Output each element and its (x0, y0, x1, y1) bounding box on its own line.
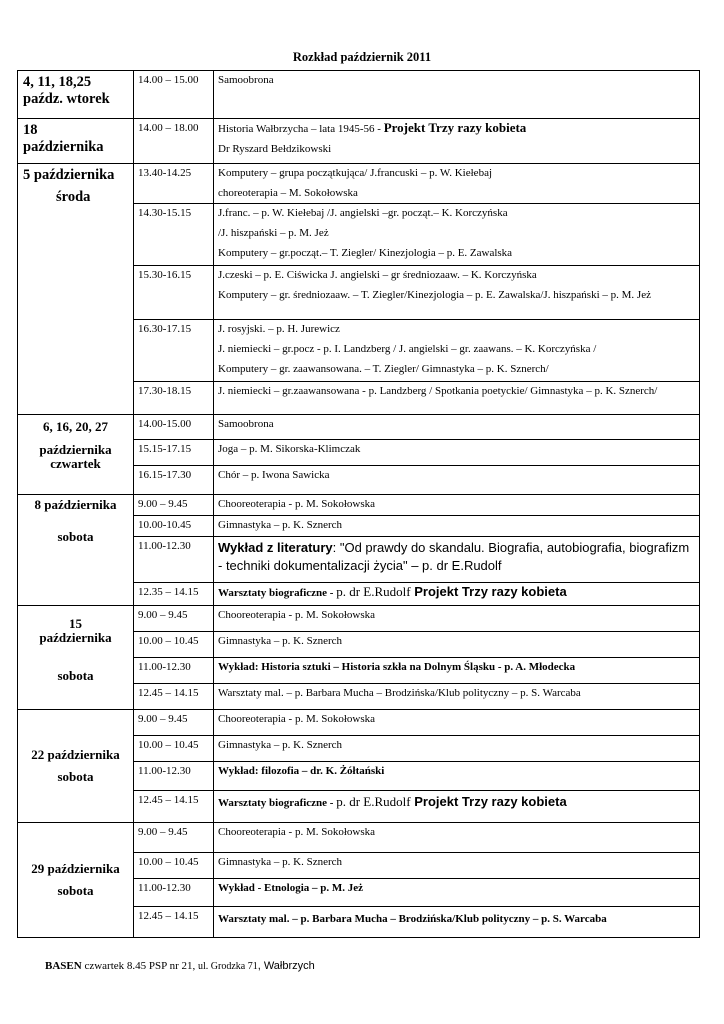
time-cell: 12.45 – 14.15 (134, 684, 214, 710)
time-cell: 9.00 – 9.45 (134, 606, 214, 632)
date-cell (18, 710, 134, 823)
time-cell: 12.35 – 14.15 (134, 583, 214, 606)
date-cell (18, 164, 134, 415)
project-label: Projekt Trzy razy kobieta (410, 794, 567, 809)
date-line: czwartek (50, 456, 101, 471)
table-row (18, 71, 700, 119)
activity-cell: Chooreoterapia - p. M. Sokołowska (214, 606, 700, 632)
schedule-table (17, 70, 700, 938)
date-cell (18, 495, 134, 606)
time-cell: 16.30-17.15 (134, 320, 214, 382)
time-cell: 9.00 – 9.45 (134, 495, 214, 516)
time-cell: 14.30-15.15 (134, 204, 214, 266)
activity-cell: Chór – p. Iwona Sawicka (214, 466, 700, 495)
activity-cell (214, 791, 700, 823)
activity-cell: Wykład - Etnologia – p. M. Jeż (214, 879, 700, 907)
footer-note (45, 960, 315, 972)
page-title: Rozkład październik 2011 (292, 50, 432, 64)
activity-cell (214, 164, 700, 204)
time-cell: 11.00-12.30 (134, 762, 214, 791)
date-line: 4, 11, 18,25 (23, 74, 92, 90)
table-row (18, 495, 700, 516)
activity-cell (214, 537, 700, 583)
date-line: 15 (69, 616, 82, 631)
activity-text: J.franc. – p. W. Kiełebaj /J. angielski –gr. począt.– K. Korczyńska (218, 207, 508, 219)
project-label: Projekt Trzy razy kobieta (410, 584, 567, 599)
activity-text: J.czeski – p. E. Ciświcka J. angielski – gr średniozaaw. – K. Korczyńska (218, 269, 537, 281)
time-cell: 10.00 – 10.45 (134, 853, 214, 879)
date-line: października (39, 630, 112, 645)
activity-text: choreoterapia – M. Sokołowska (218, 187, 358, 199)
date-line: sobota (57, 668, 94, 683)
activity-cell: Warsztaty mal. – p. Barbara Mucha – Brodzińska/Klub polityczny – p. S. Warcaba (214, 907, 700, 938)
date-line: 5 października (23, 167, 115, 183)
date-line: 29 października (31, 861, 120, 876)
activity-cell: Chooreoterapia - p. M. Sokołowska (214, 823, 700, 853)
activity-cell: Samoobrona (214, 415, 700, 440)
activity-cell: Chooreoterapia - p. M. Sokołowska (214, 495, 700, 516)
time-cell: 10.00-10.45 (134, 516, 214, 537)
time-cell: 13.40-14.25 (134, 164, 214, 204)
date-line: sobota (57, 883, 94, 898)
date-cell (18, 119, 134, 164)
time-cell: 12.45 – 14.15 (134, 791, 214, 823)
activity-text: Komputery – gr.począt.– T. Ziegler/ Kinezjologia – p. E. Zawalska (218, 247, 513, 259)
time-cell: 10.00 – 10.45 (134, 736, 214, 762)
time-cell: 14.00-15.00 (134, 415, 214, 440)
activity-text: p. dr E.Rudolf (336, 584, 411, 599)
table-row (18, 823, 700, 853)
activity-text: p. dr E.Rudolf (336, 794, 411, 809)
time-cell: 15.15-17.15 (134, 440, 214, 466)
table-row (18, 606, 700, 632)
activity-text: : "Od prawdy do skandalu. Biografia, autobiografia, biografizm - techniki dokumentalizacji życia" – p. dr E.Rudolf (218, 540, 690, 573)
time-cell: 11.00-12.30 (134, 658, 214, 684)
activity-text: Komputery – gr. średniozaaw. – T. Ziegler/Kinezjologia – p. E. Zawalska/J. hiszpański – p. M. Jeż (218, 289, 651, 301)
date-line: paźdz. wtorek (23, 91, 110, 107)
activity-cell: Warsztaty mal. – p. Barbara Mucha – Brodzińska/Klub polityczny – p. S. Warcaba (214, 684, 700, 710)
time-cell: 15.30-16.15 (134, 266, 214, 320)
footer-label: BASEN (45, 960, 82, 972)
time-cell: 14.00 – 15.00 (134, 71, 214, 119)
activity-cell (214, 119, 700, 164)
table-row (18, 710, 700, 736)
activity-text: J. rosyjski. – p. H. Jurewicz (218, 323, 340, 335)
activity-cell: Wykład: filozofia – dr. K. Żółtański (214, 762, 700, 791)
activity-cell (214, 266, 700, 320)
activity-text: J. niemiecki – gr.pocz - p. I. Landzberg / J. angielski – gr. zaawans. – K. Korczyńska / (218, 343, 597, 355)
date-line: października (39, 442, 112, 457)
time-cell: 17.30-18.15 (134, 382, 214, 415)
activity-cell (214, 320, 700, 382)
date-line: 22 października (31, 747, 120, 762)
footer-address: ul. Grodzka 71 (198, 961, 258, 972)
date-cell (18, 823, 134, 938)
time-cell: 10.00 – 10.45 (134, 632, 214, 658)
time-cell: 9.00 – 9.45 (134, 710, 214, 736)
table-row (18, 415, 700, 440)
time-cell: 11.00-12.30 (134, 879, 214, 907)
time-cell: 11.00-12.30 (134, 537, 214, 583)
workshop-label: Warsztaty biograficzne - (218, 587, 337, 599)
footer-text: czwartek 8.45 PSP nr 21, (81, 960, 198, 972)
footer-city: , Wałbrzych (257, 960, 315, 972)
activity-cell: Wykład: Historia sztuki – Historia szkła na Dolnym Śląsku - p. A. Młodecka (214, 658, 700, 684)
activity-cell: Gimnastyka – p. K. Sznerch (214, 516, 700, 537)
date-line: 8 października (34, 497, 117, 512)
activity-text: Dr Ryszard Bełdzikowski (218, 143, 332, 155)
time-cell: 16.15-17.30 (134, 466, 214, 495)
activity-text: Historia Wałbrzycha – lata 1945-56 - (218, 123, 384, 135)
activity-cell: Gimnastyka – p. K. Sznerch (214, 853, 700, 879)
activity-cell: Samoobrona (214, 71, 700, 119)
activity-cell: J. niemiecki – gr.zaawansowana - p. Landzberg / Spotkania poetyckie/ Gimnastyka – p. K. Sznerch/ (214, 382, 700, 415)
date-cell (18, 71, 134, 119)
table-row (18, 119, 700, 164)
time-cell: 12.45 – 14.15 (134, 907, 214, 938)
date-line: sobota (57, 529, 94, 544)
activity-cell: Gimnastyka – p. K. Sznerch (214, 632, 700, 658)
date-line: środa (56, 189, 91, 205)
activity-cell: Gimnastyka – p. K. Sznerch (214, 736, 700, 762)
activity-cell (214, 204, 700, 266)
date-line: 6, 16, 20, 27 (43, 419, 108, 434)
workshop-label: Warsztaty biograficzne - (218, 797, 337, 809)
date-line: 18 (23, 122, 38, 138)
date-cell (18, 606, 134, 710)
time-cell: 14.00 – 18.00 (134, 119, 214, 164)
activity-text: Komputery – grupa początkująca/ J.francuski – p. W. Kiełebaj (218, 167, 493, 179)
date-cell (18, 415, 134, 495)
activity-cell: Chooreoterapia - p. M. Sokołowska (214, 710, 700, 736)
activity-cell: Joga – p. M. Sikorska-Klimczak (214, 440, 700, 466)
time-cell: 9.00 – 9.45 (134, 823, 214, 853)
date-line: października (23, 139, 104, 155)
activity-text: Komputery – gr. zaawansowana. – T. Ziegler/ Gimnastyka – p. K. Sznerch/ (218, 363, 549, 375)
project-label: Projekt Trzy razy kobieta (383, 120, 527, 135)
lecture-label: Wykład z literatury (218, 540, 333, 555)
table-row (18, 164, 700, 204)
date-line: sobota (57, 769, 94, 784)
activity-text: /J. hiszpański – p. M. Jeż (218, 227, 329, 239)
activity-cell (214, 583, 700, 606)
